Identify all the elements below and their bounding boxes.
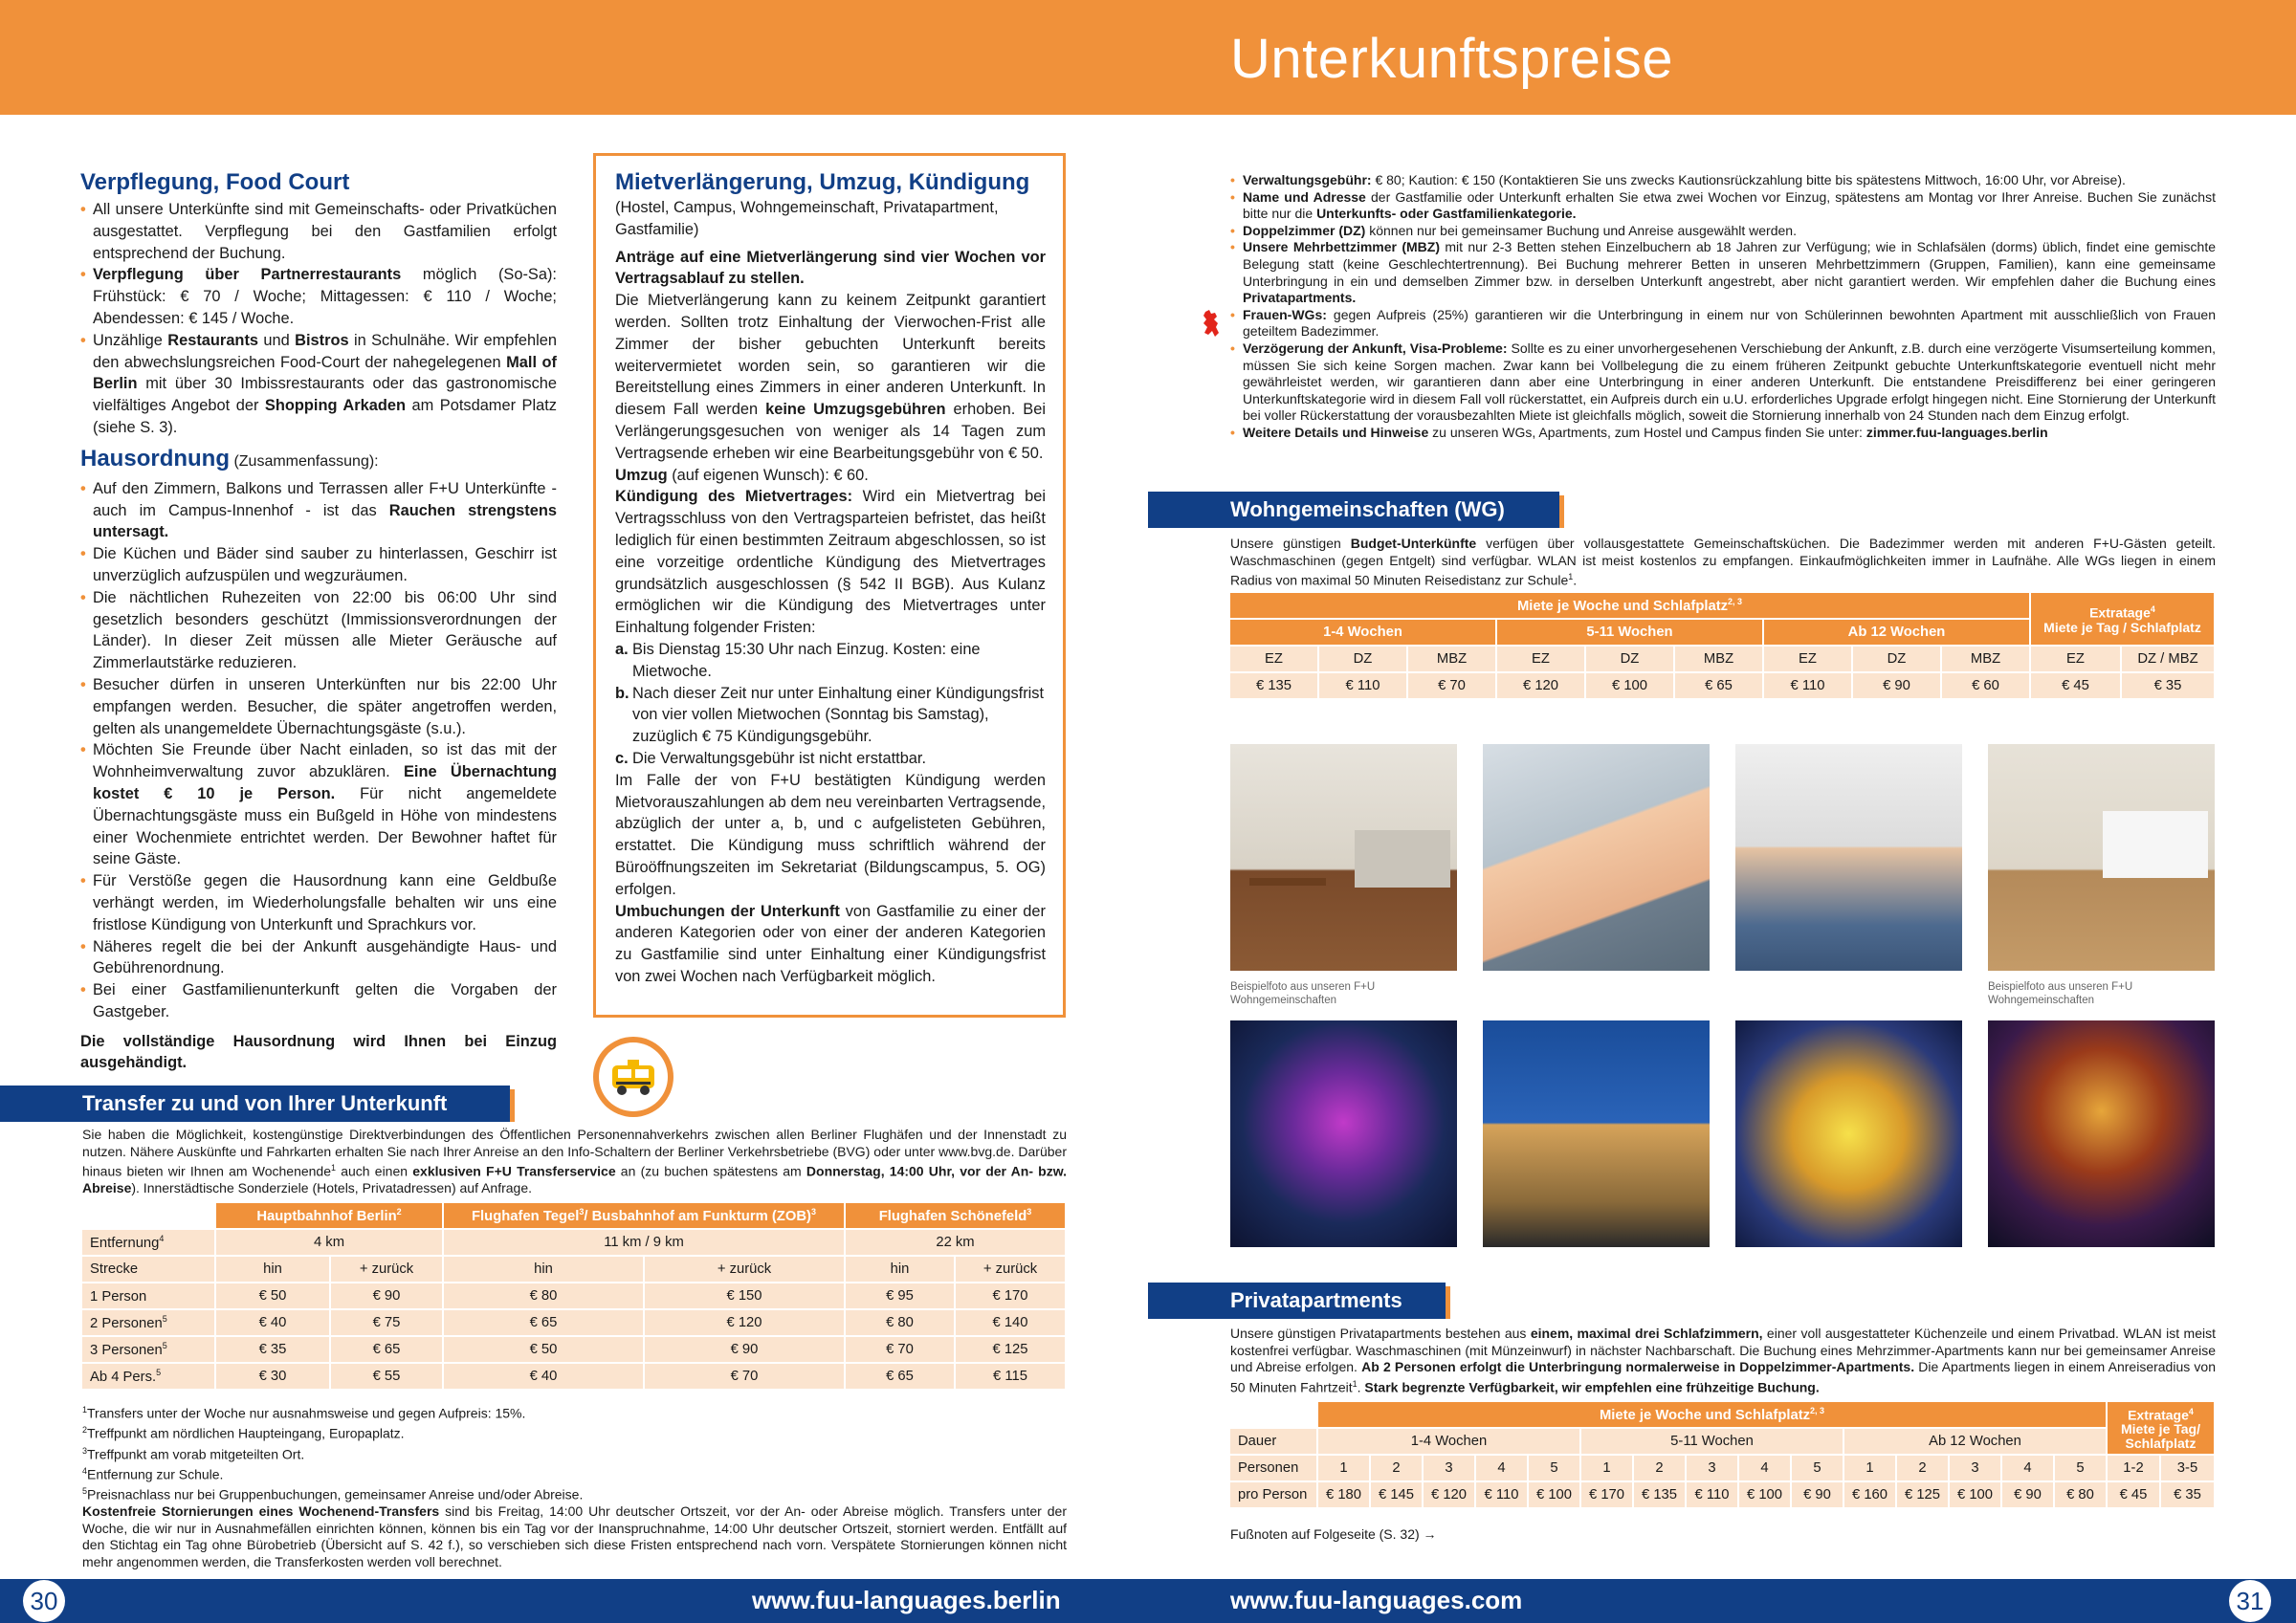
table-row: Ab 4 Pers.$^5$ € 30 € 55 € 40 € 70 € 65 € 115 [82, 1364, 1067, 1391]
table-row: Personen 1 2 3 4 5 1 2 3 4 5 1 2 3 4 5 1-2 3-5 [1230, 1456, 2216, 1482]
page-number-left: 30 [23, 1580, 65, 1622]
photo-students-2 [1735, 744, 1962, 971]
paragraph: Im Falle der von F+U bestätigten Kündigung werden Mietvorauszahlungen ab dem neu vereinbarten Vertragsende, abzüglich der unter a, b, und c aufgelisteten Gebühren, erstattet. Die Kündigung muss schriftlich während der Büroöffnungszeiten im Sekretariat (Bildungscampus, 5. OG) erfolgen. [615, 771, 1046, 898]
footer-url-left[interactable]: www.fuu-languages.berlin [752, 1586, 1061, 1614]
hausordnung-list [80, 478, 557, 1023]
info-list [1230, 172, 2216, 442]
section-band-private: Privatapartments [1148, 1283, 1446, 1319]
mietverlaengerung-subtitle: (Hostel, Campus, Wohngemeinschaft, Privatapartment, Gastfamilie) [615, 199, 999, 238]
list-item: b. Nach dieser Zeit nur unter Einhaltung einer Kündigungsfrist von vier vollen Mietwochen (Sonntag bis Samstag), zuzüglich € 75 Kündigungsgebühr. [615, 684, 1045, 746]
table-row: € 135 € 110 € 70 € 120 € 100 € 65 € 110 € 90 € 60 € 45 € 35 [1230, 673, 2216, 700]
photo-students [1483, 744, 1710, 971]
footnote: $^1$Transfers unter der Woche nur ausnahmsweise und gegen Aufpreis: 15%. [82, 1405, 526, 1421]
table-row: pro Person € 180 € 145 € 120 € 110 € 100 € 170 € 135 € 110 € 100 € 90 € 160 € 125 € 100 € 90 € 80 € 45 € 35 [1230, 1482, 2216, 1509]
heading-verpflegung: Verpflegung, Food Court [80, 169, 350, 195]
table-header: Miete je Woche und Schlafplatz$^{2, 3}$ [1230, 593, 2031, 620]
wg-price-table [1230, 593, 2216, 700]
mietverlaengerung-column [615, 168, 1046, 988]
list-item: • Verzögerung der Ankunft, Visa-Probleme: Sollte es zu einer unvorhergesehenen Verschiebung der Ankunft, z.B. durch eine verzögerte Visumserteilung kommen, müssen Sie sich keine Sorgen machen. Zwar kann bei Vollbelegung die zu einem früheren Zeitpunkt gebuchte Unterkunftskategorie eventuell nicht mehr gewährleistet werden, wir garantieren dann aber eine Unterbringung in einer anderen Unterkunft. Die entstandene Preisdifferenz bei einer geringeren Unterkunftskategorie wird in diesem Fall voll rückerstattet, ein Aufpreis durch ein u.U. erforderliches Upgrade erfolgt hingegen nicht. Eine Stornierung der Unterkunft bei voller Rückerstattung der vorausbezahlten Miete ist gleichfalls möglich, soweit die Stornierung innerhalb von 24 Stunden nach dem Einzug erfolgt. [1230, 340, 2216, 425]
table-row: 1 Person € 50 € 90 € 80 € 150 € 95 € 170 [82, 1283, 1067, 1310]
section-band-transfer: Transfer zu und von Ihrer Unterkunft [0, 1086, 510, 1122]
list-item: • Weitere Details und Hinweise zu unseren WGs, Apartments, zum Hostel und Campus finden Sie unter: zimmer.fuu-languages.berlin [1230, 425, 2216, 442]
storno-note: Kostenfreie Stornierungen eines Wochenend-Transfers sind bis Freitag, 14:00 Uhr deutscher Ortszeit, vor der An- oder Abreise möglich. Transfers unter der Woche, die wir nur in Ausnahmefällen einrichten können, können bis ein Tag vor der Inanspruchnahme, 14:00 Uhr deutscher Ortszeit, storniert werden. Entfällt auf den Stichtag ein Tag ohne Bürobetrieb (Übersicht auf S. 42 f.), so verschieben sich diese Fristen entsprechend nach vorn. Verspätete Stornierungen können nicht mehr angenommen werden, die Transferkosten werden voll berechnet. [82, 1503, 1067, 1570]
section-band-wg: Wohngemeinschaften (WG) [1148, 492, 1559, 528]
table-header: 1-4 Wochen [1230, 620, 1497, 647]
list-item: • Frauen-WGs: gegen Aufpreis (25%) garantieren wir die Unterbringung in einem nur von Schülerinnen bewohnten Apartment mit ausschließlich von Frauen geteiltem Badezimmer. [1230, 307, 2216, 340]
transfer-intro: Sie haben die Möglichkeit, kostengünstige Direktverbindungen des Öffentlichen Personennahverkehrs zwischen allen Berliner Flughäfen und der Innenstadt zu nutzen. Nähere Auskünfte und Fahrkarten erhalten Sie nach Ihrer Anreise an den Info-Schaltern der Berliner Verkehrsbetriebe (BVG) oder unter www.bvg.de. Darüber hinaus bieten wir Ihnen am Wochenende$^1$ auch einen exklusiven F+U Transferservice an (zu buchen spätestens am Donnerstag, 14:00 Uhr, vor der An- bzw. Abreise). Innerstädtische Sonderziele (Hotels, Privatadressen) auf Anfrage. [82, 1127, 1067, 1196]
list-item: • Doppelzimmer (DZ) können nur bei gemeinsamer Buchung und Anreise ausgewählt werden. [1230, 223, 2216, 240]
transfer-footnotes [82, 1402, 1067, 1571]
footnote: $^5$Preisnachlass nur bei Gruppenbuchungen, gemeinsamer Anreise und/oder Abreise. [82, 1486, 584, 1502]
list-item: • Unsere Mehrbettzimmer (MBZ) mit nur 2-3 Betten stehen Einzelbuchern ab 18 Jahren zur Verfügung; wie in Schlafsälen (dorms) üblich, findet eine gemischte Belegung statt (keine Geschlechtertrennung). Bei Buchung mehrerer Betten in unseren Mehrbettzimmern (Gruppen, Familien), kann eine gemeinsame Unterbringung in ein und demselben Zimmer bzw. in derselben Unterkunft angestrebt, aber nicht garantiert werden. Wir empfehlen daher die Buchung eines Privatapartments. [1230, 239, 2216, 306]
table-header: Flughafen Schönefeld$^3$ [846, 1203, 1067, 1230]
list-item: • Name und Adresse der Gastfamilie oder Unterkunft erhalten Sie etwa zwei Wochen vor Einzug, spätestens am Montag vor Ihrer Anreise. Buchen Sie zunächst bitte nur die Unterkunfts- oder Gastfamilienkategorie. [1230, 189, 2216, 223]
list-item: • Auf den Zimmern, Balkons und Terrassen aller F+U Unterkünfte - auch im Campus-Innenhof - ist das Rauchen strengstens untersagt. [80, 478, 557, 543]
heading-hausordnung: Hausordnung (Zusammenfassung): [80, 445, 379, 472]
footer-url-right[interactable]: www.fuu-languages.com [1230, 1586, 1523, 1614]
right-top-column [1230, 172, 2216, 442]
footer-bar [0, 1579, 2296, 1623]
table-row: Entfernung$^4$ 4 km 11 km / 9 km 22 km [82, 1230, 1067, 1257]
table-row: EZ DZ MBZ EZ DZ MBZ EZ DZ MBZ EZ DZ / MBZ [1230, 647, 2216, 673]
table-row: 3 Personen$^5$ € 35 € 65 € 50 € 90 € 70 € 125 [82, 1337, 1067, 1364]
left-column [80, 168, 557, 1074]
table-header: 5-11 Wochen [1497, 620, 1764, 647]
table-header: Miete je Woche und Schlafplatz$^{2, 3}$ [1318, 1402, 2108, 1429]
heading-mietverlaengerung: Mietverlängerung, Umzug, Kündigung [615, 169, 1030, 195]
private-price-table [1230, 1402, 2216, 1509]
photo-caption: Beispielfoto aus unseren F+U Wohngemeinschaften [1230, 981, 1376, 1006]
paragraph: Umzug (auf eigenen Wunsch): € 60. [615, 466, 869, 484]
list-item: c. Die Verwaltungsgebühr ist nicht erstattbar. [615, 749, 927, 767]
page-number-right: 31 [2229, 1580, 2271, 1622]
table-row: 2 Personen$^5$ € 40 € 75 € 65 € 120 € 80 € 140 [82, 1310, 1067, 1337]
photo-illuminated-trees [1988, 1020, 2215, 1247]
photo-bedroom [1988, 744, 2215, 971]
page-title: Unterkunftspreise [1230, 28, 1674, 90]
table-header: Extratage$^4$ Miete je Tag/ Schlafplatz [2108, 1402, 2216, 1456]
table-header: Hauptbahnhof Berlin$^2$ [216, 1203, 444, 1230]
list-item: • Bei einer Gastfamilienunterkunft gelten die Vorgaben der Gastgeber. [80, 979, 557, 1023]
list-item: • Verwaltungsgebühr: € 80; Kaution: € 150 (Kontaktieren Sie uns zwecks Kautionsrückzahlung bitte bis spätestens Mittwoch, 16:00 Uhr, vor Abreise). [1230, 172, 2216, 189]
hausordnung-closing: Die vollständige Hausordnung wird Ihnen bei Einzug ausgehändigt. [80, 1032, 557, 1072]
paragraph: Kündigung des Mietvertrages: Wird ein Mietvertrag bei Vertragsschluss von den Vertragsparteien befristet, das heißt lediglich für einen bestimmten Zeitraum abgeschlossen, so ist eine vorzeitige ordentliche Kündigung des Mietvertrages grundsätzlich ausgeschlossen (§ 542 II BGB). Aus Kulanz ermöglichen wir die Kündigung des Mietvertrages unter Einhaltung folgender Fristen: [615, 488, 1047, 637]
verpflegung-list [80, 199, 557, 439]
photo-gendarmenmarkt [1483, 1020, 1710, 1247]
header-bar [0, 0, 2296, 115]
list-item: • Näheres regelt die bei der Ankunft ausgehändigte Haus- und Gebührenordnung. [80, 936, 557, 980]
table-header: Extratage$^4$ Miete je Tag / Schlafplatz [2031, 593, 2216, 647]
wg-intro: Unsere günstigen Budget-Unterkünfte verfügen über vollausgestattete Gemeinschaftsküchen. Die Badezimmer werden mit anderen F+U-Gästen geteilt. Waschmaschinen (gegen Entgelt) sind verfügbar. WLAN ist meist kostenlos zu empfangen. Einkaufmöglichkeiten immer in Laufnähe. Alle WGs liegen in einem Radius von maximal 50 Minuten Reisedistanz zur Schule$^1$. [1230, 536, 2216, 588]
paragraph: Umbuchungen der Unterkunft von Gastfamilie zu einer der anderen Kategorien oder von einer der anderen Kategorien zu Gastfamilie sind unter Einhaltung einer Kündigungsfrist von zwei Wochen nach Verfügbarkeit möglich. [615, 902, 1046, 985]
list-item: • Verpflegung über Partnerrestaurants möglich (So-Sa): Frühstück: € 70 / Woche; Mittagessen: € 110 / Woche; Abendessen: € 145 / Woche. [80, 264, 557, 329]
photo-berliner-dom [1230, 1020, 1457, 1247]
photo-caption: Beispielfoto aus unseren F+U Wohngemeinschaften [1988, 981, 2133, 1006]
taxi-icon [593, 1037, 673, 1117]
list-item: a. Bis Dienstag 15:30 Uhr nach Einzug. Kosten: eine Mietwoche. [615, 640, 981, 680]
list-item: • Die nächtlichen Ruhezeiten von 22:00 bis 06:00 Uhr sind gesetzlich besonders geschützt (Immissionsverordnungen der Länder). In dieser Zeit müssen alle Mieter Geräusche auf Zimmerlautstärke reduzieren. [80, 587, 557, 674]
berlin-bear-icon [1200, 308, 1223, 339]
list-item: • Die Küchen und Bäder sind sauber zu hinterlassen, Geschirr ist unverzüglich aufzuspülen und wegzuräumen. [80, 543, 557, 587]
footnote: $^2$Treffpunkt am nördlichen Haupteingang, Europaplatz. [82, 1425, 405, 1441]
table-header: Flughafen Tegel$^3$/ Busbahnhof am Funkturm (ZOB)$^3$ [444, 1203, 846, 1230]
photo-konzerthaus [1735, 1020, 1962, 1247]
paragraph: Die Mietverlängerung kann zu keinem Zeitpunkt garantiert werden. Sollten trotz Einhaltung der Vierwochen-Frist alle Zimmer der bisher gebuchten Unterkunft bereits weitervermietet worden sein, so garantieren wir die Bereitstellung eines Zimmers in einer anderen Unterkunft. In diesem Fall werden keine Umzugsgebühren erhoben. Bei Verlängerungsgesuchen von weniger als 14 Tagen zum Vertragsende erheben wir eine Bearbeitungsgebühr von € 50. [615, 292, 1046, 462]
list-item: • Möchten Sie Freunde über Nacht einladen, so ist das mit der Wohnheimverwaltung zuvor abzuklären. Eine Übernachtung kostet € 10 je Person. Für nicht angemeldete Übernachtungsgäste muss ein Bußgeld in Höhe von mindestens einer Wochenmiete entrichtet werden. Der Bewohner haftet für seine Gäste. [80, 739, 557, 870]
table-header: Ab 12 Wochen [1764, 620, 2031, 647]
list-item: • Besucher dürfen in unseren Unterkünften nur bis 22:00 Uhr empfangen werden. Besucher, die später angetroffen werden, gelten als unangemeldete Übernachtungsgäste (s.u.). [80, 674, 557, 739]
list-item: • All unsere Unterkünfte sind mit Gemeinschafts- oder Privatküchen ausgestattet. Verpflegung bei den Gastfamilien erfolgt entsprechend der Buchung. [80, 199, 557, 264]
photo-kitchen [1230, 744, 1457, 971]
private-footnote-link: Fußnoten auf Folgeseite (S. 32) → [1230, 1526, 1437, 1542]
table-row: Dauer 1-4 Wochen 5-11 Wochen Ab 12 Wochen [1230, 1429, 2216, 1456]
mietverlaengerung-lead: Anträge auf eine Mietverlängerung sind vier Wochen vor Vertragsablauf zu stellen. [615, 248, 1046, 288]
transfer-table [82, 1203, 1067, 1391]
table-row: Strecke hin + zurück hin + zurück hin + zurück [82, 1257, 1067, 1283]
footnote: $^4$Entfernung zur Schule. [82, 1465, 224, 1482]
list-item: • Unzählige Restaurants und Bistros in Schulnähe. Wir empfehlen den abwechslungsreichen Food-Court der nahegelegenen Mall of Berlin mit über 30 Imbissrestaurants oder das gastronomische vielfältiges Angebot der Shopping Arkaden am Potsdamer Platz (siehe S. 3). [80, 330, 557, 439]
footnote: $^3$Treffpunkt am vorab mitgeteilten Ort. [82, 1445, 305, 1462]
list-item: • Für Verstöße gegen die Hausordnung kann eine Geldbuße verhängt werden, im Wiederholungsfalle behalten wir uns eine fristlose Kündigung von Unterkunft und Sprachkurs vor. [80, 870, 557, 935]
private-intro: Unsere günstigen Privatapartments bestehen aus einem, maximal drei Schlafzimmern, einer voll ausgestatteter Küchenzeile und einem Privatbad. WLAN ist meist kostenfrei verfügbar. Waschmaschinen (mit Münzeinwurf) in nächster Nachbarschaft. Die Buchung eines Mehrzimmer-Apartments kann nur bei gemeinsamer Anreise und Abreise erfolgen. Ab 2 Personen erfolgt die Unterbringung normalerweise in Doppelzimmer-Apartments. Die Apartments liegen in einem Anreiseradius von 50 Minuten Fahrtzeit$^1$. Stark begrenzte Verfügbarkeit, wir empfehlen eine frühzeitige Buchung. [1230, 1326, 2217, 1395]
